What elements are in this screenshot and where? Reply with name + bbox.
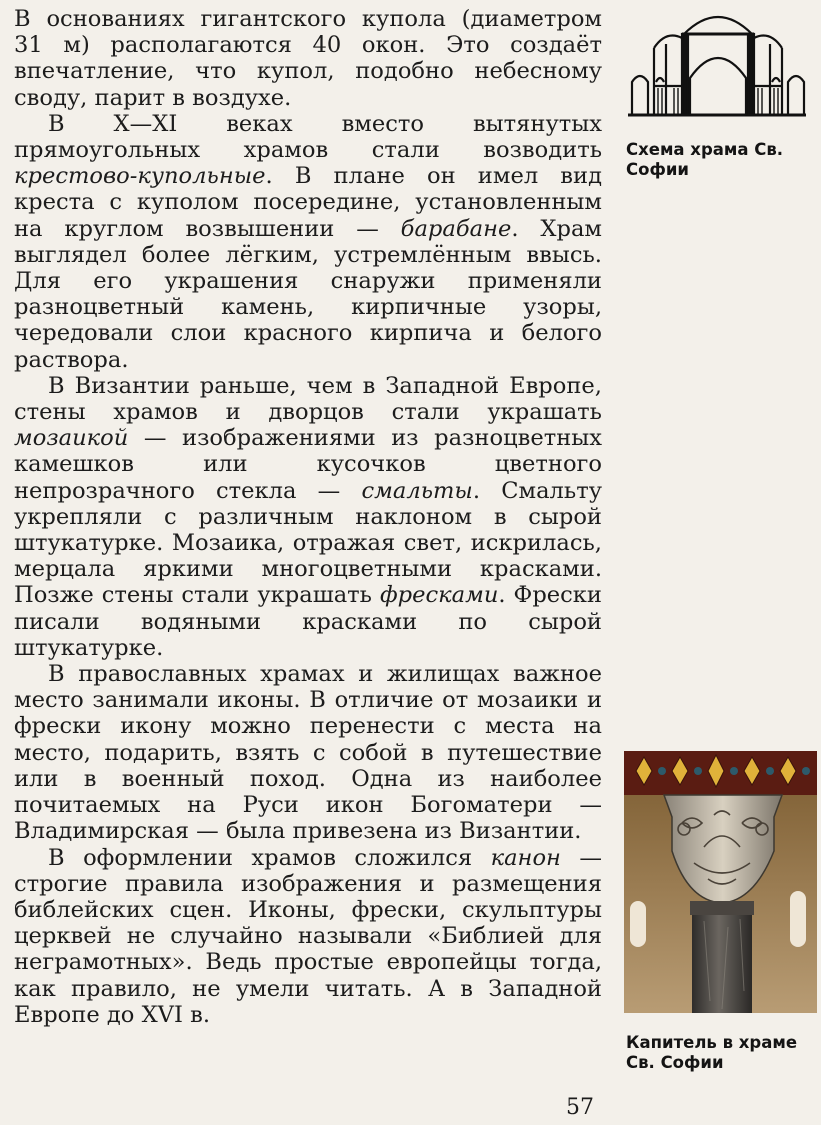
text-run: . Смальту укрепляли с различным наклоном в сырой штукатурке. Мозаика, отражая свет, искрилась, мерцала яркими многоцветными красками. Позже стены стали украшать <box>14 477 602 609</box>
italic-term: крестово-купольные <box>14 163 266 190</box>
text-run: — изображениями из разноцветных камешков или кусочков цветного непрозрачного стекла — <box>14 425 602 504</box>
text-run: . Фрески писали водяными красками по сырой штукатурке. <box>14 582 602 661</box>
text-run: В оформлении храмов сложился <box>48 844 491 871</box>
text-run: В Византии раньше, чем в Западной Европе, стены храмов и дворцов стали украшать <box>14 372 602 426</box>
text-run: В православных храмах и жилищах важное место занимали иконы. В отличие от мозаики и фрески икону можно перенести с места на место, подарить, взять с собой в путешествие или в военный поход. Одна из наиболее почитаемых на Руси икон Богоматери — Владимирская — была привезена из Византии. <box>14 661 602 845</box>
paragraph-4 <box>14 661 602 844</box>
text-run: . Храм выглядел более лёгким, устремлённым ввысь. Для его украшения снаружи применяли разноцветный камень, кирпичные узоры, чередовали слои красного кирпича и белого раствора. <box>14 215 602 373</box>
text-run: В основаниях гигантского купола (диаметром 31 м) располагаются 40 окон. Это создаёт впечатление, что купол, подобно небесному своду, парит в воздухе. <box>14 6 602 111</box>
italic-term: канон <box>490 844 561 871</box>
schema-caption: Схема храма Св. Софии <box>626 140 784 179</box>
paragraph-3 <box>14 373 602 661</box>
italic-term: барабане <box>400 215 512 242</box>
paragraph-5 <box>14 845 602 1028</box>
hagia-sophia-schema-figure <box>626 8 808 118</box>
body-text <box>14 6 602 1028</box>
text-run: В X—XI веках вместо вытянутых прямоугольных храмов стали возводить <box>14 110 602 164</box>
text-run: — строгие правила изображения и размещения библейских сцен. Иконы, фрески, скульптуры церквей не случайно называли «Библией для неграмотных». Ведь простые европейцы тогда, как правило, не умели читать. А в Западной Европе до XVI в. <box>14 844 602 1028</box>
text-run: . В плане он имел вид креста с куполом посередине, установленным на круглом возвышении — <box>14 163 602 242</box>
capital-caption: Капитель в храме Св. Софии <box>626 1033 798 1072</box>
page-number: 57 <box>566 1095 594 1120</box>
paragraph-2 <box>14 111 602 373</box>
paragraph-1 <box>14 6 602 111</box>
capital-photo <box>624 751 817 1013</box>
italic-term: смальты <box>361 477 473 504</box>
italic-term: мозаикой <box>14 425 129 452</box>
italic-term: фресками <box>379 582 499 609</box>
